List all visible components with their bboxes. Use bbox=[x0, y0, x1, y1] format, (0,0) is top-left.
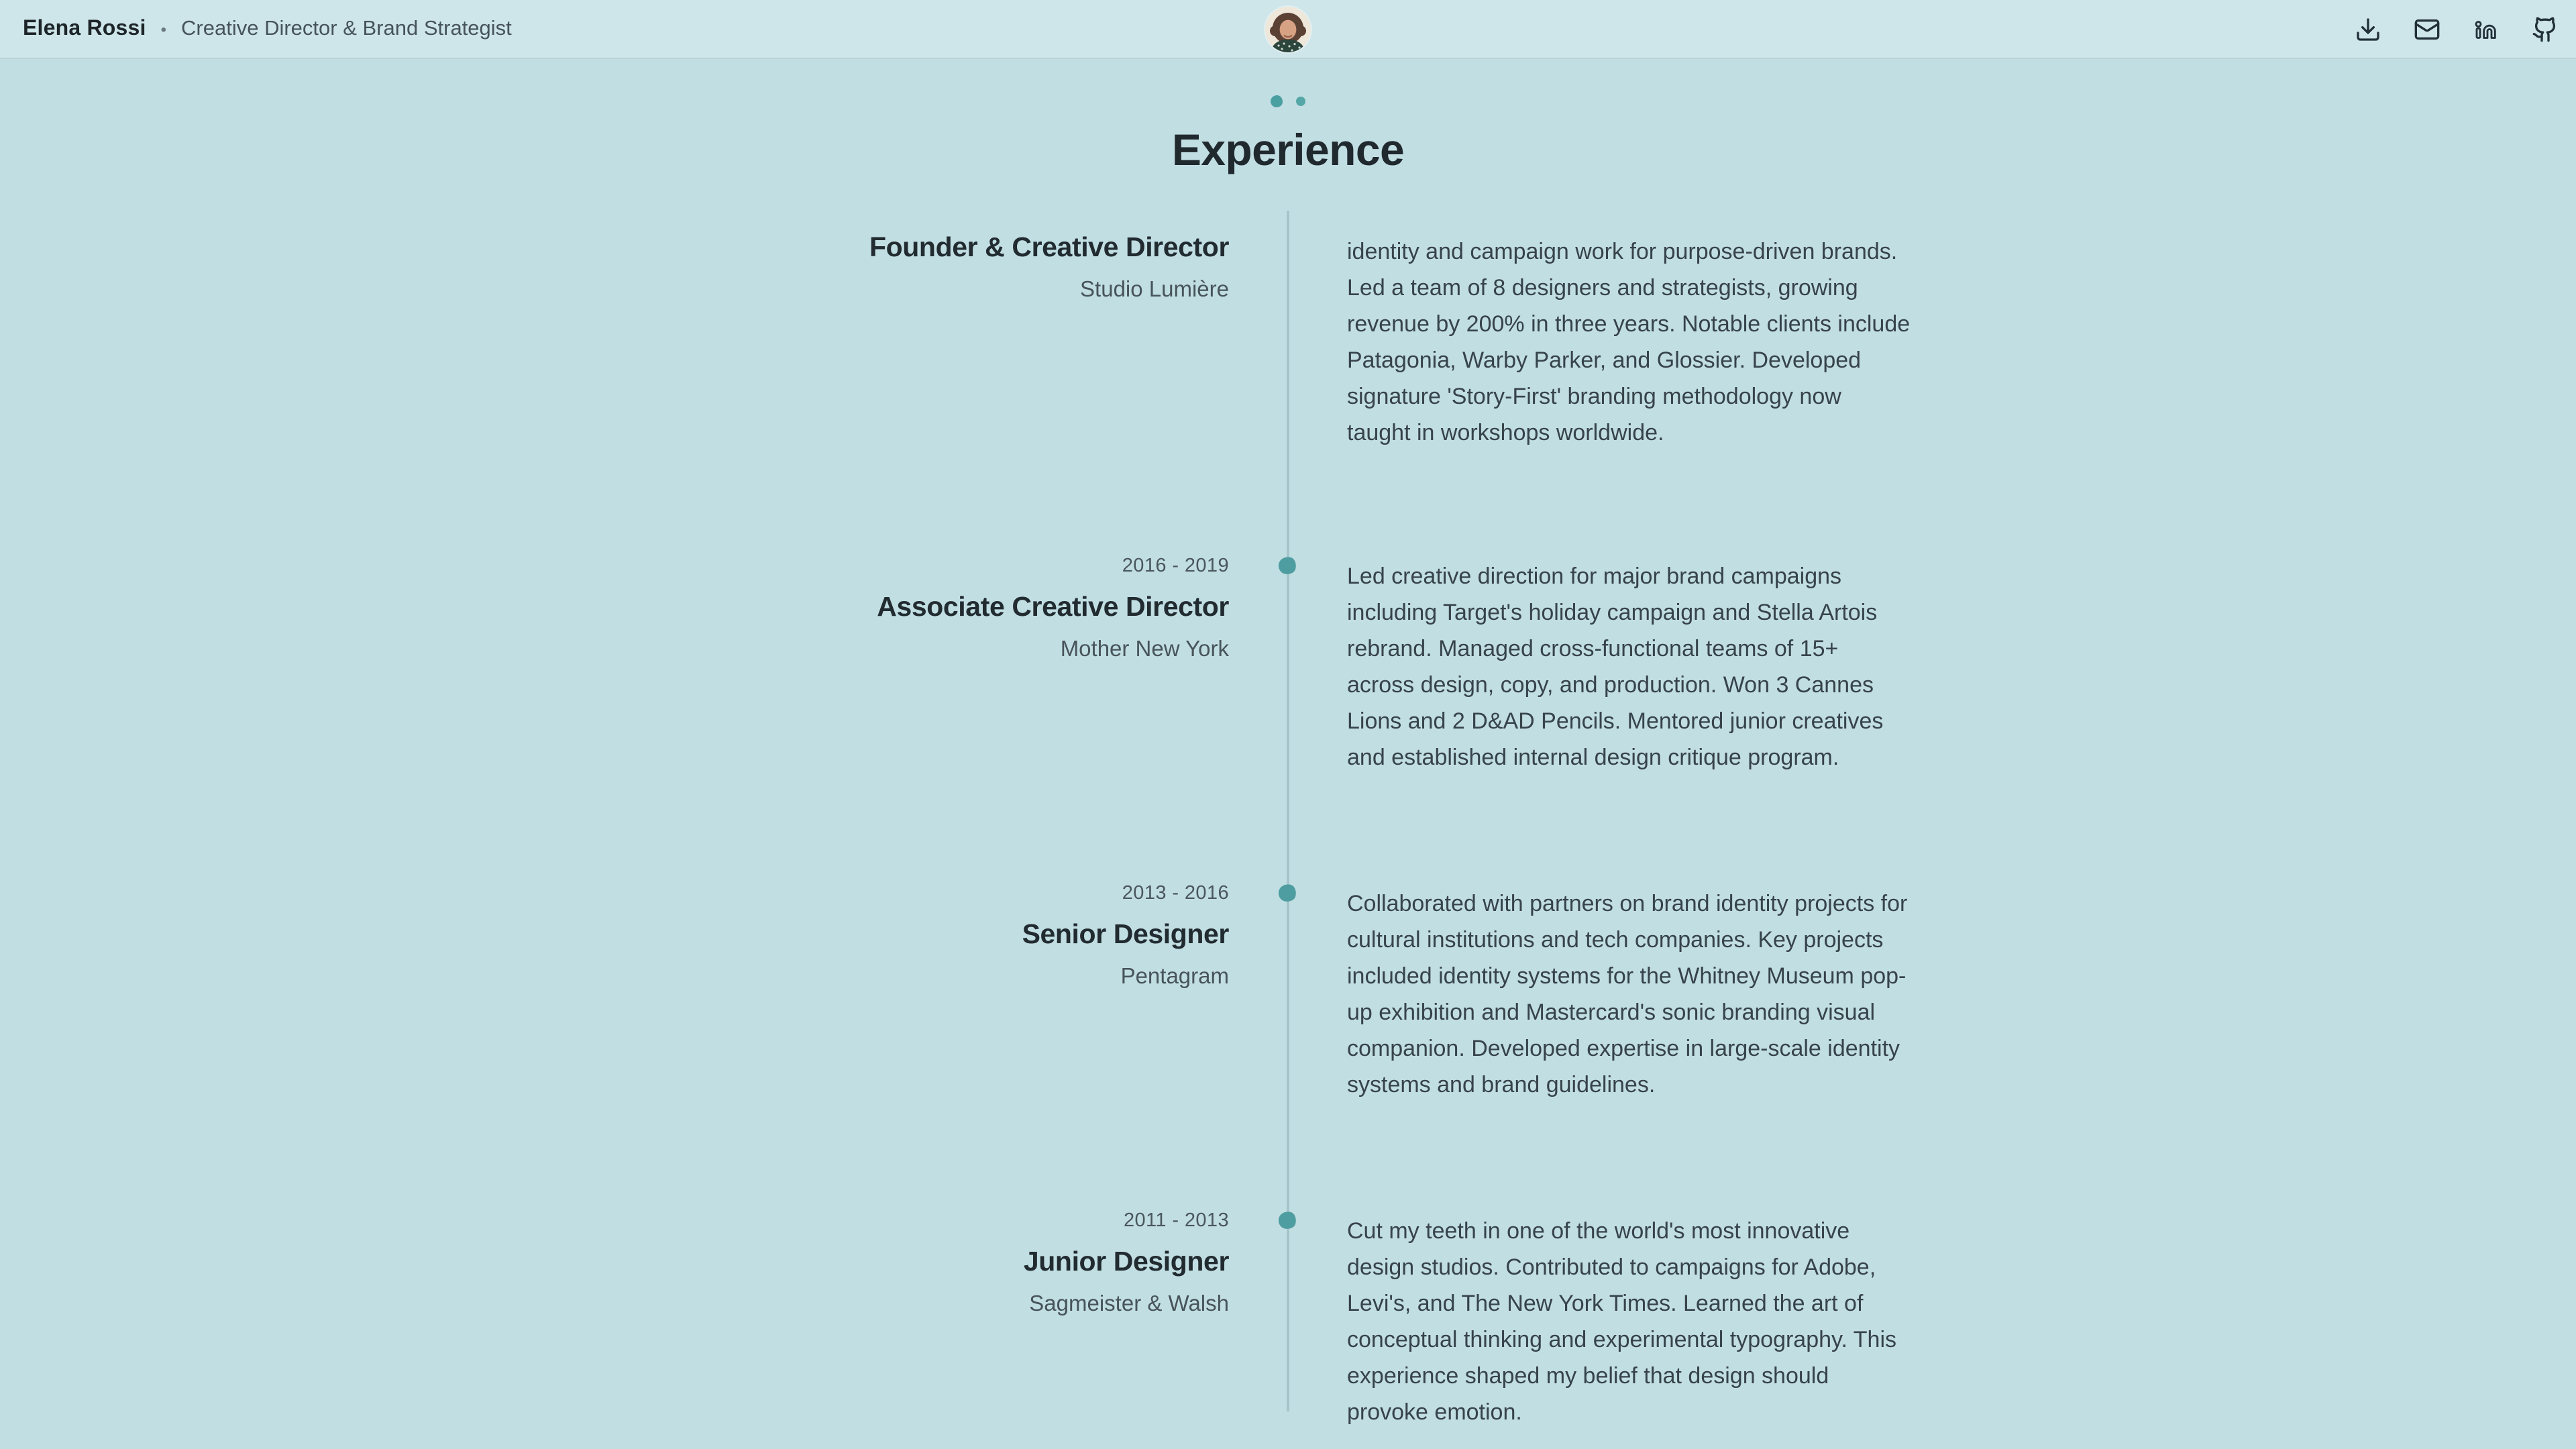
linkedin-button[interactable] bbox=[2473, 15, 2500, 42]
download-icon bbox=[2355, 15, 2381, 42]
avatar[interactable] bbox=[1265, 7, 1311, 52]
linkedin-icon bbox=[2473, 15, 2500, 42]
entry-company: Mother New York bbox=[1060, 637, 1229, 661]
header-icon-group bbox=[2355, 15, 2559, 42]
timeline-dot bbox=[1277, 1210, 1298, 1231]
entry-meta bbox=[531, 553, 1229, 665]
entry-role: Senior Designer bbox=[1022, 919, 1229, 950]
entry-role: Associate Creative Director bbox=[877, 592, 1229, 623]
mail-icon bbox=[2414, 15, 2440, 42]
entry-meta bbox=[531, 880, 1229, 993]
page-title: Experience bbox=[1171, 125, 1405, 174]
brand-separator-dot: • bbox=[160, 19, 167, 38]
timeline-dot bbox=[1277, 555, 1298, 576]
entry-role: Founder & Creative Director bbox=[869, 232, 1229, 263]
entry-role: Junior Designer bbox=[1023, 1246, 1229, 1277]
entry-dates: 2013 - 2016 bbox=[1122, 883, 1229, 904]
entry-dates: 2011 - 2013 bbox=[1123, 1210, 1229, 1232]
github-button[interactable] bbox=[2532, 15, 2559, 42]
entry-company: Pentagram bbox=[1120, 965, 1229, 989]
entry-dates: 2016 - 2019 bbox=[1122, 555, 1229, 577]
portrait-avatar-image bbox=[1265, 7, 1311, 52]
entry-description: Led creative direction for major brand campaigns including Target's holiday campaign and Stella Artois rebrand. Managed cross-functional teams of 15+ across design, copy, and production. Won 3 Cannes Lions and 2 D&AD Pencils. Mentored junior creatives and established internal design critique program. bbox=[1347, 564, 1884, 770]
brand-subtitle: Creative Director & Brand Strategist bbox=[181, 17, 512, 40]
entry-meta bbox=[531, 1208, 1229, 1320]
entry-description: identity and campaign work for purpose-driven brands. Led a team of 8 designers and strategists, growing revenue by 200% in three years. Notable clients include Patagonia, Warby Parker, and Glossier. Developed signature 'Story-First' branding methodology now taught in workshops worldwide. bbox=[1347, 239, 1911, 445]
entry-meta bbox=[531, 229, 1229, 306]
entry-description: Cut my teeth in one of the world's most innovative design studios. Contributed to campaigns for Adobe, Levi's, and The New York Times. Learned the art of conceptual thinking and experimental typography. This experience shaped my belief that design should provoke emotion. bbox=[1347, 1218, 1897, 1425]
entry-company: Sagmeister & Walsh bbox=[1029, 1292, 1229, 1316]
entry-description: Collaborated with partners on brand identity projects for cultural institutions and tech companies. Key projects included identity systems for the Whitney Museum pop-up exhibition and Mastercard's sonic branding visual companion. Developed expertise in large-scale identity systems and brand guidelines. bbox=[1347, 891, 1908, 1097]
download-button[interactable] bbox=[2355, 15, 2381, 42]
mail-button[interactable] bbox=[2414, 15, 2440, 42]
github-icon bbox=[2532, 15, 2559, 42]
entry-company: Studio Lumière bbox=[1080, 278, 1229, 302]
timeline-dot bbox=[1277, 883, 1298, 904]
brand-name: Elena Rossi bbox=[23, 17, 146, 40]
site-header bbox=[0, 0, 2576, 59]
timeline-line bbox=[1287, 211, 1289, 1411]
